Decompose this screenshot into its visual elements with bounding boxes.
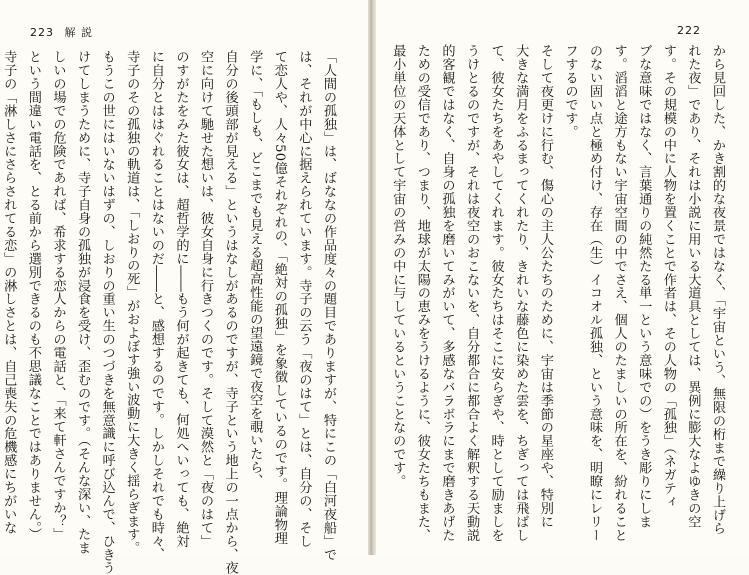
left-page: [0, 0, 372, 575]
text-line: しいの場での危険であれば、希求する恋人からの電話と、「来て軒さんですか？」: [50, 50, 66, 542]
text-line: けてしまうために、寺子自身の孤独が浸食を受け、歪むのです。（そんな深い、たま: [75, 50, 91, 555]
text-line: から見回した、かき割的な夜景ではなく、「宇宙という、無限の桁まで繰り上げら: [710, 44, 725, 536]
text-line: に自分とははぐれることはないのだ――と、感想するのです。しかしそれでも時々、: [148, 50, 164, 562]
page-number: 222: [677, 24, 701, 37]
text-line: て、彼女たちをあやしてくれます。彼女たちはそこに安らぎや、時として励ましを: [488, 44, 504, 542]
body-text: [1, 50, 340, 575]
text-line: 「人間の孤独」は、ばななの作品度々の題目でありますが、特にこの「白河夜船」で: [321, 50, 336, 562]
text-line: のすがたをみた彼女は、超哲学的に――もう何が起きても、何処へいっても、絶対: [173, 50, 189, 548]
text-line: す。滔滔と途方もない宇宙空間の中でさえ、個人のたましいの所在を、紛れること: [611, 44, 627, 542]
text-line: 的客観ではなく、自身の孤独を磨いてみがいて、多感なバラボラにまで磨きあげた: [439, 44, 455, 542]
text-line: フするのです。: [562, 44, 578, 139]
text-line: のない固い点と極め付け、存在（生）イコオル孤独、という意味を、明瞭にレリー: [587, 44, 603, 542]
text-line: 大きな満月をふるまってくれたり、きれいな藤色に染めた雲を、ちぎっては飛ばし: [513, 44, 529, 542]
text-line: て恋人や、人々50億それぞれの、「絶対の孤独」を象徴しているのです。理論物理: [271, 50, 287, 545]
text-line: れた夜」であり、それは小説に用いる大道具としては、異例に膨大なよゆきの空: [685, 44, 701, 529]
right-page: [372, 0, 749, 555]
text-line: 空に向けて馳せた想いは、彼女自身に行きつくのです。そして漠然と「夜のはて」: [198, 50, 214, 548]
page-header: [677, 24, 707, 37]
text-line: うけとるのですが、それは夜空のおこないを、自分都合に都合よく解釈する天動説: [464, 44, 480, 542]
text-line: 学に、「もしも、どこまでも見える超高性能の望遠鏡で夜空を覗いたら、: [247, 50, 263, 488]
text-line: ための受信であり、つまり、地球が太陽の恵みをうけるように、彼女たちもまた、: [414, 44, 430, 542]
text-line: 寺子の「淋しさにさらされてる恋」の淋しさとは、自己喪失の危機感にちがいな: [1, 50, 17, 535]
body-text: [390, 44, 729, 542]
text-line: ブな意味ではなく、言葉通りの純然たる単一という意味での）をうき彫りにしま: [636, 44, 652, 529]
page-header: [30, 24, 99, 40]
text-line: という間違い電話を、とる前から選別できるのも不思議なことではありません。）: [25, 50, 41, 542]
text-line: 最小単位の天体として宇宙の営みの中に与しているということなのです。: [390, 44, 406, 488]
page-number: 223: [30, 26, 54, 39]
text-line: 自分の後頭部が見える」というはなしがあるのですが、寺子という地上の一点から、夜: [222, 50, 238, 575]
book-gutter: [368, 0, 376, 555]
text-line: もうこの世にはいないはずの、しおりの重い生のつづきを無意識に呼び込んで、ひきう: [99, 50, 115, 575]
text-line: そして夜更けに行む、傷心の主人公たちのために、宇宙は季節の星座や、特別に: [537, 44, 553, 529]
section-title: 解 説: [64, 26, 93, 39]
text-line: 寺子のその孤独の軌道は、「しおりの死」がおよぼす強い波動に大きく揺らぎます。: [124, 50, 140, 555]
text-line: は、それが中心に据えられています。寺子の云う「夜のはて」とは、自分の、そし: [296, 50, 312, 548]
text-line: す。その規模の中に人物を置くことで作者は、その人物の「孤独」（ネガティ: [660, 44, 676, 509]
